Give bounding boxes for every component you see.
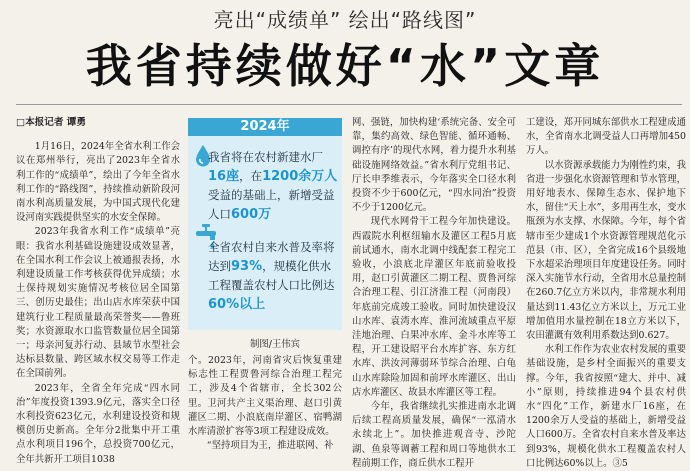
paragraph: 网、强链，加快构建‘系统完备、安全可靠，集约高效、绿色智能、循环通畅、调控有序’的现代水网，着力提升水利基础设施网络效益。”省水利厅党组书记、厅长申季维表示，今年落实全口径水利投资不少于600亿元，“四水同治”投资不少于1200亿元。	[352, 117, 516, 214]
info-highlight: 60%以上	[208, 297, 266, 312]
header-divider	[16, 104, 682, 105]
paragraph: 今年，我省继续扎实推进南水北调后续工程高质量发展，确保“一泓清水永续北上”。加快推进观音寺、沙陀湖、鱼泉等调蓄工程和周口等地供水工程前期工作，商丘供水工程开	[352, 401, 516, 469]
graphic-credit: 制图/王伟宾	[250, 339, 301, 350]
paragraph: 现代水网骨干工程今年加快建设。西霞院水利枢纽输水及灌区工程5月底前试通水，南水北调中线配套工程完工验收，小浪底北岸灌区年底前验收投用，赵口引黄灌区二期工程、贾鲁河综合治理工程、引江济淮工程（河南段）年底前完成竣工验收。同时加快建设汉山水库、袁湾水库、淮河流域重点平原洼地治理、白果冲水库、金斗水库等工程，开工建设昭平台水库扩容、东方红水库、洪汝河薄弱环节综合治理、白龟山水库除险加固和前坪水库灌区、出山店水库灌区、故县水库灌区等工程。	[352, 216, 516, 398]
paragraph: 以水资源承载能力为刚性约束，我省进一步强化水资源管理和节水管理，用好地表水、保障生态水、保护地下水，留住“天上水”，多用再生水，变水瓶颈为水支撑、水保障。今年，每个省辖市至少建成1个水资源管理规范化示范县（市、区），全省完成16个县级地下水超采治理项目年度建设任务。同时深入实施节水行动，全省用水总量控制在260.7亿立方米以内，非常规水利用量达到11.43亿立方米以上，万元工业增加值用水量控制在18立方米以下，农田灌溉有效利用系数达到0.627。	[526, 159, 686, 342]
info-text: 全省农村自来水普及率将达到	[208, 240, 335, 273]
infographic-box	[188, 118, 342, 330]
info-text: 我省将在农村新建水厂	[208, 150, 323, 164]
article-column-4	[526, 116, 686, 469]
info-highlight: 16座	[208, 169, 240, 184]
article-column-3	[352, 116, 516, 469]
infographic-item-waterworks	[208, 148, 338, 224]
article-column-2	[188, 354, 342, 453]
paragraph: 1月16日，2024年全省水利工作会议在郑州举行，亮出了2023年全省水利工作的“成绩单”，绘出了今年全省水利工作的“路线图”，持续推动新阶段河南水利高质量发展，为中国式现代化建设河南实践提供坚实的水安全保障。	[16, 141, 180, 224]
infographic-year: 2024年	[188, 118, 342, 136]
infographic-item-coverage	[208, 238, 338, 314]
info-text: 受益的基础上，新增受益人口	[208, 188, 335, 221]
info-text: ，在	[239, 169, 263, 183]
headline: 我省持续做好“水”文章	[85, 39, 605, 93]
byline: □本报记者 谭勇	[16, 117, 86, 128]
info-text: ，规模化供水工程覆盖农村人口比例达	[208, 259, 335, 292]
paragraph: 工建设，郑开同城东部供水工程建成通水，全省南水北调受益人口再增加450万人。	[526, 117, 686, 157]
paragraph: 水利工作作为农业农村发展的重要基础设施，是乡村全面振兴的重要支撑。今年，我省按照“建大、并中、减小”原则，持续推进94个县农村供水“四化”工作，新建水厂16座，在1200余万人受益的基础上，新增受益人口600万。全省农村自来水普及率达到93%，规模化供水工程覆盖农村人口比例达60%以上。③5	[526, 344, 686, 469]
info-highlight: 1200余万人	[262, 169, 338, 184]
sub-headline: 亮出“成绩单” 绘出“路线图”	[213, 8, 477, 32]
info-highlight: 600万	[231, 207, 272, 222]
info-highlight: 93%	[231, 259, 263, 274]
paragraph: 2023年我省水利工作“成绩单”亮眼：我省水利基础设施建设成效显著，在全国水利工作会议上被通报表扬，水利建设质量工作考核获得优异成绩；水土保持规划实施情况考核位居全国第三、创历史最佳；出山店水库荣获中国建筑行业工程质量最高荣誉奖——鲁班奖；水资源取水口监管数量位居全国第一；母亲河复苏行动、县域节水型社会达标县数量、跨区域水权交易等工作走在全国前列。	[16, 226, 180, 380]
paragraph: “坚持项目为王，推进联网、补	[206, 440, 334, 452]
paragraph: 个。2023年，河南省灾后恢复重建标志性工程贾鲁河综合治理工程完工，涉及4个省辖市，全长302公里。卫河共产主义渠治理、赵口引黄灌区二期、小浪底南岸灌区、宿鸭湖水库清淤扩容等3项工程建设成效。	[188, 355, 342, 438]
paragraph: 2023年，全省全年完成“四水同治”年度投资1393.9亿元，落实全口径水利投资623亿元，水利建设投资和规模创历史新高。全年分2批集中开工重点水利项目196个，总投资700亿元，全年共新开工项目1038	[16, 382, 180, 465]
article-column-1	[16, 116, 180, 465]
